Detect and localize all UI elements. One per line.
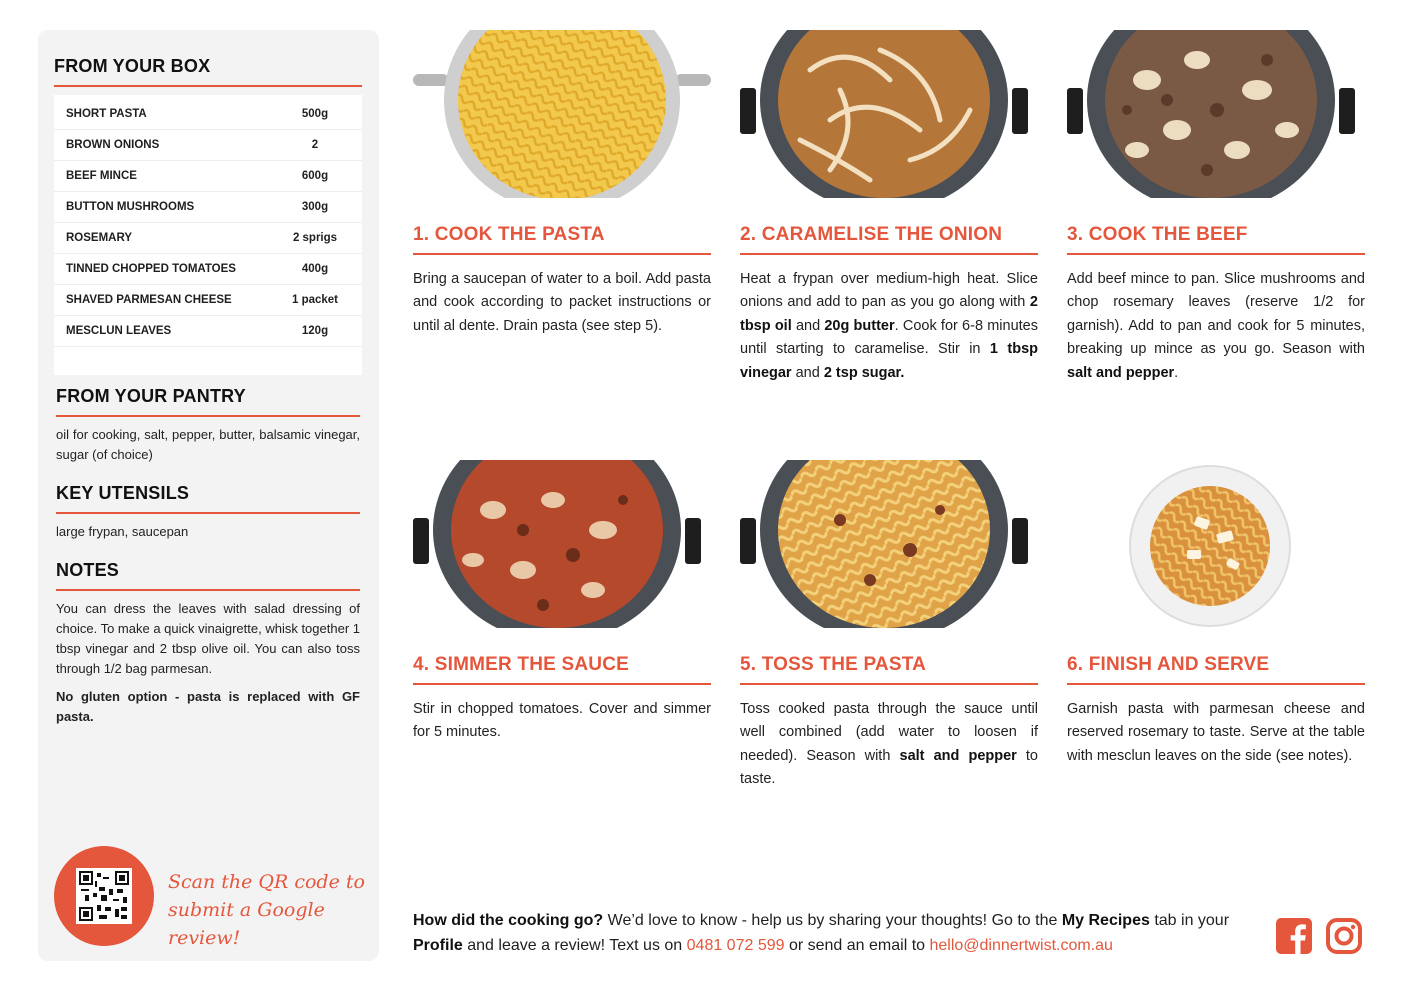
ingredient-name: ROSEMARY <box>66 232 133 244</box>
body-text: Garnish pasta with parmesan cheese and reserved rosemary to taste. Serve at the table with mesclun leaves on the side (see notes). <box>1067 701 1365 764</box>
notes-section <box>56 560 360 727</box>
bold-text: 2 tsp sugar. <box>823 364 905 381</box>
qr-caption <box>168 868 379 952</box>
pantry-section <box>56 386 360 465</box>
ingredient-qty: 1 packet <box>291 294 339 306</box>
from-your-box-title: FROM YOUR BOX <box>54 56 362 87</box>
body-text: or send an email to <box>784 937 930 954</box>
ingredient-row <box>54 161 362 192</box>
ingredient-qty: 300g <box>301 201 329 213</box>
ingredient-qty: 400g <box>301 263 329 275</box>
ingredient-row <box>54 285 362 316</box>
step-4 <box>413 460 711 745</box>
qr-badge <box>54 846 154 946</box>
ingredient-row <box>54 99 362 130</box>
ingredient-qty: 120g <box>301 325 329 337</box>
ingredients-sidebar <box>38 30 379 961</box>
ingredient-name: MESCLUN LEAVES <box>66 325 172 337</box>
ingredient-row <box>54 316 362 347</box>
review-footer <box>413 908 1263 958</box>
step-2-text <box>740 268 1038 385</box>
ingredient-qty: 600g <box>301 170 329 182</box>
step-6-photo <box>1067 460 1365 628</box>
ingredient-name: SHAVED PARMESAN CHEESE <box>66 294 232 306</box>
body-text: Bring a saucepan of water to a boil. Add pasta and cook according to packet instructions or until al dente. Drain pasta (see step 5). <box>413 271 711 334</box>
instagram-icon <box>1326 918 1362 954</box>
step-6 <box>1067 460 1365 768</box>
ingredients-table <box>54 95 362 375</box>
qr-code-icon <box>79 871 129 921</box>
ingredient-row <box>54 254 362 285</box>
gluten-note: No gluten option - pasta is replaced with GF pasta. <box>56 689 360 724</box>
notes-text: You can dress the leaves with salad dressing of choice. To make a quick vinaigrette, whisk together 1 tbsp vinegar and 2 tbsp olive oil. You can also toss through 1/2 bag parmesan. <box>56 601 360 676</box>
body-text: Stir in chopped tomatoes. Cover and simmer for 5 minutes. <box>413 701 711 741</box>
ingredient-name: TINNED CHOPPED TOMATOES <box>66 263 236 275</box>
step-3-photo <box>1067 30 1365 198</box>
ingredient-row <box>54 223 362 254</box>
ingredient-qty: 500g <box>301 108 329 120</box>
body-text: . Cook for 6-8 minutes until starting to caramelise. Stir in <box>740 317 1038 358</box>
body-text: to taste. <box>740 747 1039 788</box>
body-text: and <box>791 317 825 334</box>
step-6-text <box>1067 698 1365 768</box>
qr-caption-line1: Scan the QR code to <box>168 871 365 893</box>
step-4-photo <box>413 460 711 628</box>
notes-title: NOTES <box>56 560 360 591</box>
step-1-title: 1. COOK THE PASTA <box>413 224 711 255</box>
bold-text: 20g butter <box>824 317 895 334</box>
step-2-title: 2. CARAMELISE THE ONION <box>740 224 1038 255</box>
body-text: tab in your <box>1149 912 1230 929</box>
ingredient-name: BUTTON MUSHROOMS <box>66 201 195 213</box>
utensils-title: KEY UTENSILS <box>56 483 360 514</box>
step-1 <box>413 30 711 338</box>
ingredient-row <box>54 130 362 161</box>
body-text: Add beef mince to pan. Slice mushrooms and chop rosemary leaves (reserve 1/2 for garnish). Add to pan and cook for 5 minutes, breaking up mince as you go. Season with <box>1067 271 1365 358</box>
step-1-photo <box>413 30 711 198</box>
step-5 <box>740 460 1038 792</box>
bold-text: salt and pepper <box>899 747 1017 764</box>
step-3 <box>1067 30 1365 385</box>
body-text: and <box>791 364 824 381</box>
step-5-photo <box>740 460 1038 628</box>
body-text: Toss cooked pasta through the sauce until well combined (add water to loosen if needed). Season with <box>740 701 1038 764</box>
step-2-photo <box>740 30 1038 198</box>
step-5-text <box>740 698 1038 792</box>
bold-text: 2 tbsp oil <box>740 294 1038 334</box>
ingredient-name: SHORT PASTA <box>66 108 147 120</box>
body-text: . <box>1174 364 1179 381</box>
body-text: Heat a frypan over medium-high heat. Slice onions and add to pan as you go along with <box>740 271 1038 311</box>
contact-text[interactable]: 0481 072 599 <box>686 937 785 954</box>
ingredient-row <box>54 192 362 223</box>
step-4-text <box>413 698 711 745</box>
step-1-text <box>413 268 711 338</box>
utensils-section <box>56 483 360 542</box>
step-3-title: 3. COOK THE BEEF <box>1067 224 1365 255</box>
step-2 <box>740 30 1038 385</box>
ingredient-qty: 2 sprigs <box>292 232 338 244</box>
body-text: and leave a review! Text us on <box>462 937 687 954</box>
ingredient-name: BROWN ONIONS <box>66 139 160 151</box>
utensils-text: large frypan, saucepan <box>56 524 189 539</box>
pantry-text: oil for cooking, salt, pepper, butter, balsamic vinegar, sugar (of choice) <box>56 427 360 462</box>
bold-text: Profile <box>413 937 463 954</box>
pantry-title: FROM YOUR PANTRY <box>56 386 360 417</box>
bold-text: My Recipes <box>1061 912 1150 929</box>
bold-text: 1 tbsp vinegar <box>740 341 1038 381</box>
qr-code[interactable] <box>76 868 132 924</box>
bold-text: How did the cooking go? <box>413 912 604 929</box>
from-your-box-section <box>54 56 362 375</box>
ingredient-name: BEEF MINCE <box>66 170 137 182</box>
step-4-title: 4. SIMMER THE SAUCE <box>413 654 711 685</box>
instagram-link[interactable] <box>1326 918 1362 954</box>
qr-caption-line2: submit a Google review! <box>168 899 325 949</box>
step-6-title: 6. FINISH AND SERVE <box>1067 654 1365 685</box>
ingredient-qty: 2 <box>311 139 319 151</box>
step-3-text <box>1067 268 1365 385</box>
facebook-link[interactable] <box>1276 918 1312 954</box>
body-text: We’d love to know - help us by sharing your thoughts! Go to the <box>603 912 1062 929</box>
bold-text: salt and pepper <box>1067 364 1175 381</box>
contact-text[interactable]: hello@dinnertwist.com.au <box>929 937 1113 954</box>
step-5-title: 5. TOSS THE PASTA <box>740 654 1038 685</box>
facebook-icon <box>1276 918 1312 954</box>
